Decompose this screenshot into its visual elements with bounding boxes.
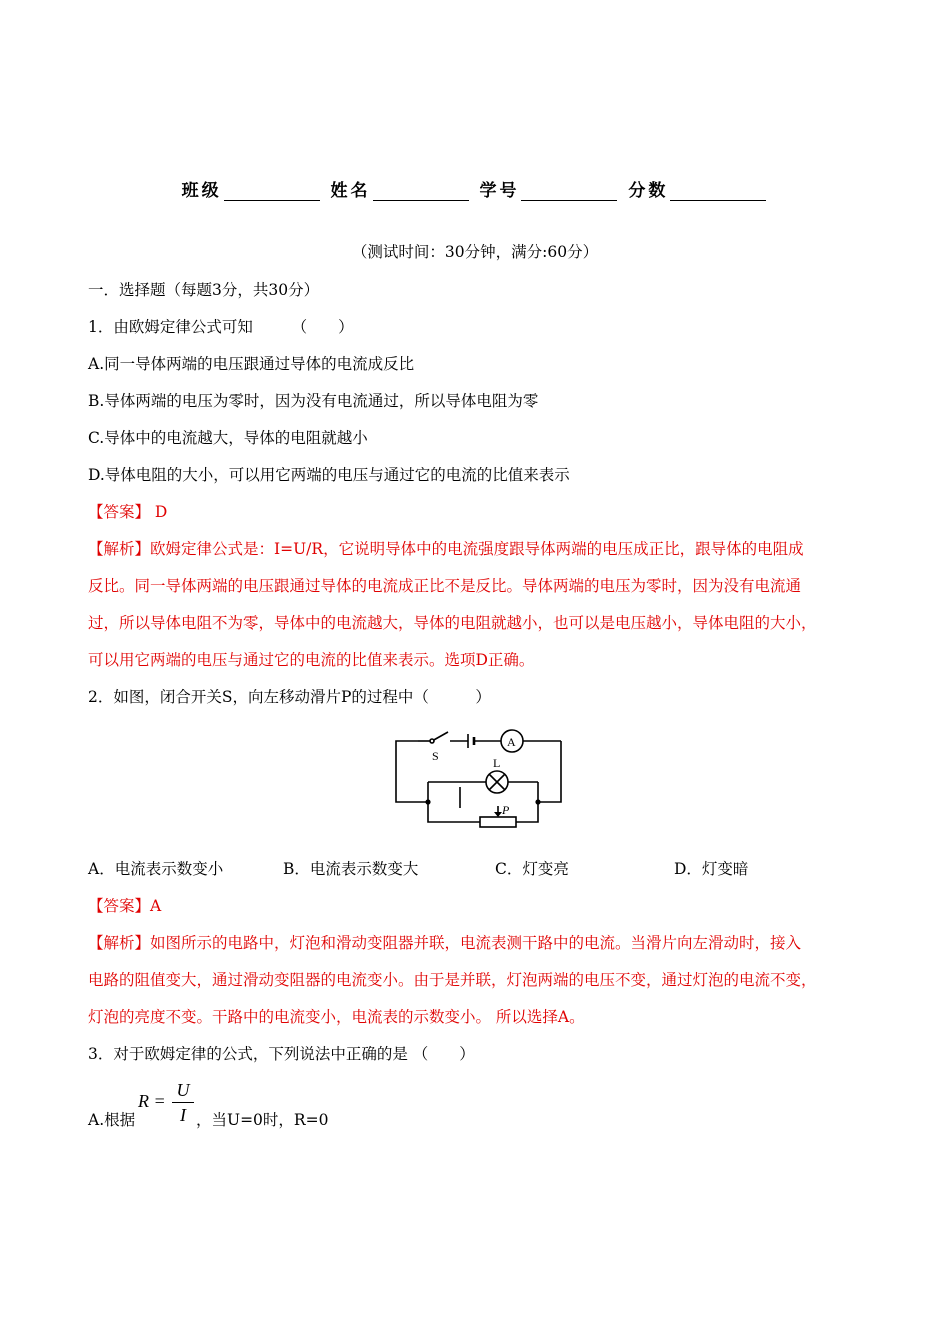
fraction-bar bbox=[172, 1102, 194, 1103]
name-blank[interactable] bbox=[373, 182, 469, 201]
formula-numerator: U bbox=[176, 1080, 190, 1100]
ammeter-label: A bbox=[507, 735, 516, 749]
score-label: 分数 bbox=[628, 181, 669, 201]
q1-answer: 【答案】 D bbox=[88, 503, 168, 521]
circuit-diagram bbox=[388, 726, 568, 832]
name-label: 姓名 bbox=[330, 181, 371, 201]
switch-label: S bbox=[432, 749, 439, 763]
id-label: 学号 bbox=[479, 181, 520, 201]
q1-analysis-line: 【解析】欧姆定律公式是：I=U/R，它说明导体中的电流强度跟导体两端的电压成正比，跟导体的电阻成 bbox=[88, 540, 804, 558]
class-blank[interactable] bbox=[224, 182, 320, 201]
section-title: 一．选择题（每题3分，共30分） bbox=[88, 281, 320, 299]
q2-analysis-line: 电路的阻值变大，通过滑动变阻器的电流变小。由于是并联，灯泡两端的电压不变，通过灯泡的电流不变， bbox=[88, 971, 817, 989]
id-blank[interactable] bbox=[521, 182, 617, 201]
rheostat-icon bbox=[480, 817, 516, 827]
q1-option-d: D.导体电阻的大小，可以用它两端的电压与通过它的电流的比值来表示 bbox=[88, 466, 570, 484]
slider-label: P bbox=[502, 803, 510, 817]
q1-option-a: A.同一导体两端的电压跟通过导体的电流成反比 bbox=[88, 355, 415, 373]
q2-option-a: A．电流表示数变小 bbox=[88, 860, 224, 878]
student-info-header bbox=[0, 176, 950, 201]
q2-stem: 2．如图，闭合开关S，向左移动滑片P的过程中（ ） bbox=[88, 688, 491, 706]
q2-option-d: D．灯变暗 bbox=[674, 860, 749, 878]
q1-analysis-line: 反比。同一导体两端的电压跟通过导体的电流成正比不是反比。导体两端的电压为零时，因为没有电流通 bbox=[88, 577, 802, 595]
q2-analysis-line: 【解析】如图所示的电路中，灯泡和滑动变阻器并联，电流表测干路中的电流。当滑片向左滑动时，接入 bbox=[88, 934, 802, 952]
formula-lhs: R = bbox=[138, 1091, 166, 1111]
q2-option-b: B．电流表示数变大 bbox=[283, 860, 419, 878]
lamp-label: L bbox=[493, 756, 501, 770]
q1-stem: 1．由欧姆定律公式可知 （ ） bbox=[88, 318, 354, 336]
q3-option-a-prefix: A.根据 bbox=[88, 1111, 136, 1129]
circuit-wire-left bbox=[396, 741, 428, 802]
formula-fraction bbox=[170, 1080, 196, 1125]
score-blank[interactable] bbox=[670, 182, 766, 201]
test-info: （测试时间：30分钟，满分:60分） bbox=[351, 243, 599, 261]
q3-option-a-suffix: ，当U=0时，R=0 bbox=[196, 1111, 329, 1129]
formula-denominator: I bbox=[180, 1105, 186, 1125]
q2-answer: 【答案】A bbox=[88, 897, 162, 915]
q1-analysis-line: 过，所以导体电阻不为零，导体中的电流越大，导体的电阻就越小，也可以是电压越小，导体电阻的大小， bbox=[88, 614, 817, 632]
q1-option-c: C.导体中的电流越大，导体的电阻就越小 bbox=[88, 429, 368, 447]
q2-option-c: C．灯变亮 bbox=[495, 860, 569, 878]
q1-analysis-line: 可以用它两端的电压与通过它的电流的比值来表示。选项D正确。 bbox=[88, 651, 535, 669]
q1-option-b: B.导体两端的电压为零时，因为没有电流通过，所以导体电阻为零 bbox=[88, 392, 539, 410]
q2-analysis-line: 灯泡的亮度不变。干路中的电流变小，电流表的示数变小。 所以选择A。 bbox=[88, 1008, 585, 1026]
q3-stem: 3．对于欧姆定律的公式，下列说法中正确的是 （ ） bbox=[88, 1045, 475, 1063]
class-label: 班级 bbox=[181, 181, 222, 201]
